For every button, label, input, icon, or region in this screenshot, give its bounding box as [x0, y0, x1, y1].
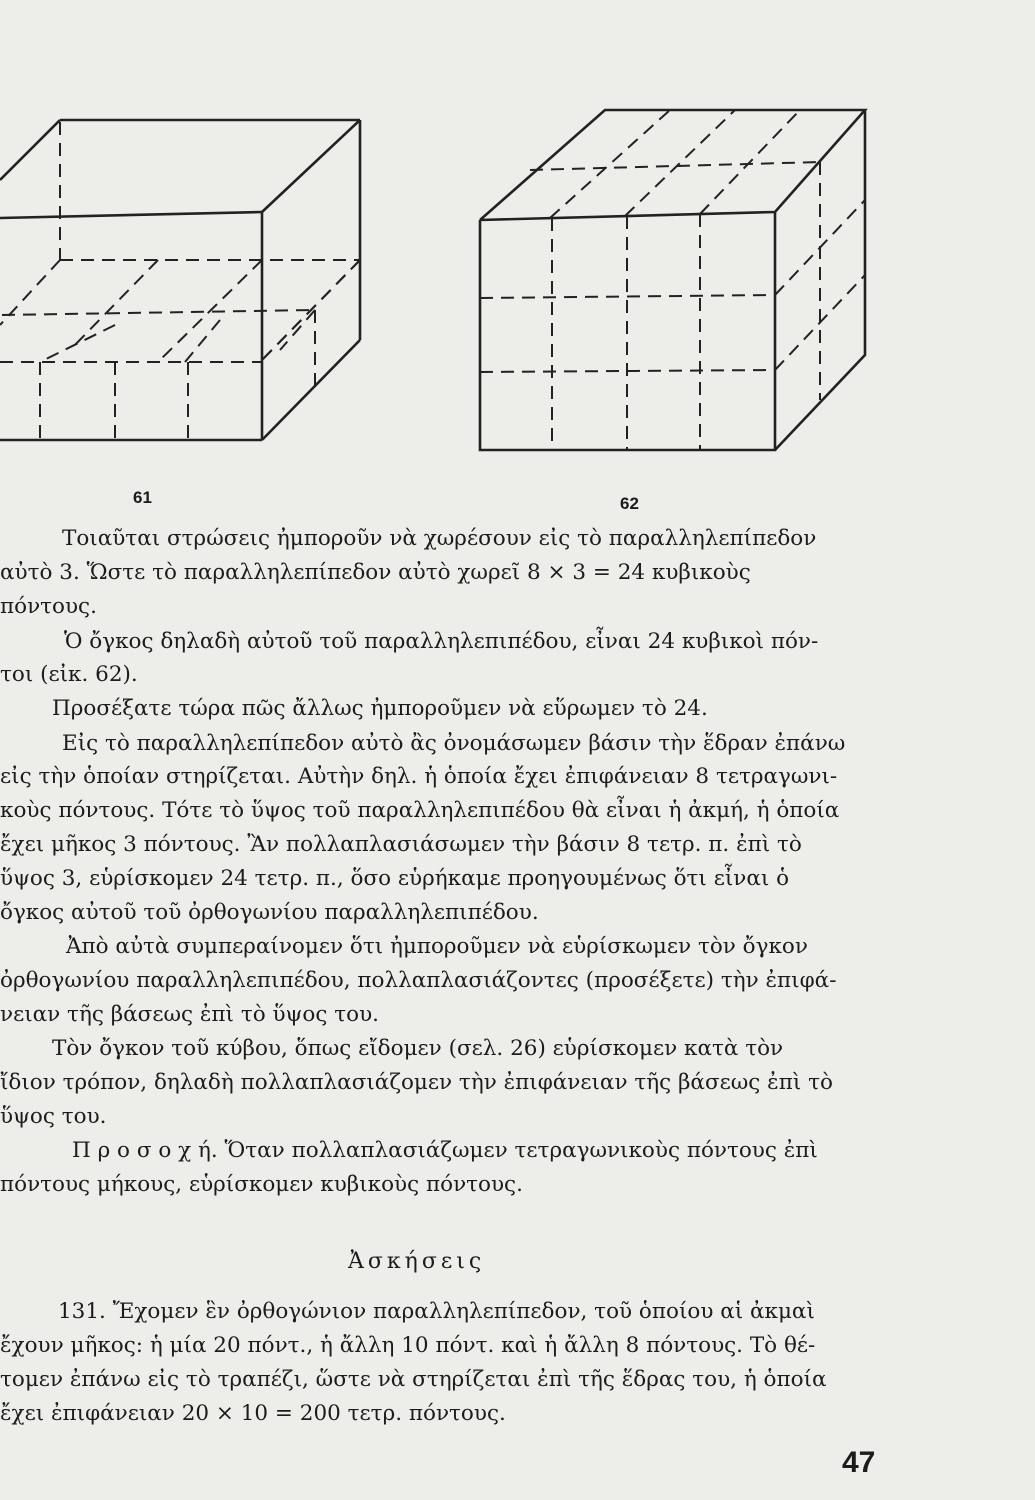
paragraph-line: πόντους. — [0, 594, 97, 619]
paragraph-line: Ἀπὸ αὐτὰ συμπεραίνομεν ὅτι ἠμποροῦμεν νὰ εὑρίσκωμεν τὸν ὄγκον — [66, 934, 808, 959]
paragraph-line: πόντους μήκους, εὑρίσκομεν κυβικοὺς πόντους. — [0, 1172, 523, 1197]
exercise-line: 131. Ἔχομεν ἓν ὀρθογώνιον παραλληλεπίπεδον, τοῦ ὁποίου αἱ ἀκμαὶ — [58, 1299, 815, 1324]
paragraph-line: νειαν τῆς βάσεως ἐπὶ τὸ ὕψος του. — [0, 1002, 379, 1027]
paragraph-line: εἰς τὴν ὁποίαν στηρίζεται. Αὐτὴν δηλ. ἡ ὁποία ἔχει ἐπιφάνειαν 8 τετραγωνι- — [0, 764, 838, 789]
figure-62-caption: 62 — [620, 494, 639, 513]
paragraph-line: ἔχει μῆκος 3 πόντους. Ἂν πολλαπλασιάσωμεν τὴν βάσιν 8 τετρ. π. ἐπὶ τὸ — [0, 832, 802, 857]
exercises-heading: Ἀσκήσεις — [348, 1249, 486, 1274]
figure-62-box-diagram — [470, 100, 880, 460]
paragraph-line: ὕψος του. — [0, 1104, 107, 1129]
exercise-line: ἔχουν μῆκος: ἡ μία 20 πόντ., ἡ ἄλλη 10 πόντ. καὶ ἡ ἄλλη 8 πόντους. Τὸ θέ- — [0, 1333, 816, 1358]
paragraph-line: Εἰς τὸ παραλληλεπίπεδον αὐτὸ ἂς ὀνομάσωμεν βάσιν τὴν ἕδραν ἐπάνω — [62, 731, 846, 756]
paragraph-line: ὄγκος αὐτοῦ τοῦ ὀρθογωνίου παραλληλεπιπέδου. — [0, 900, 539, 925]
page-number: 47 — [842, 1446, 876, 1479]
paragraph-line: τοι (εἰκ. 62). — [0, 662, 138, 687]
paragraph-line: ἴδιον τρόπον, δηλαδὴ πολλαπλασιάζομεν τὴν ἐπιφάνειαν τῆς βάσεως ἐπὶ τὸ — [0, 1070, 833, 1095]
exercise-line: ἔχει ἐπιφάνειαν 20 × 10 = 200 τετρ. πόντους. — [0, 1401, 506, 1426]
paragraph-line: Ὁ ὄγκος δηλαδὴ αὐτοῦ τοῦ παραλληλεπιπέδου, εἶναι 24 κυβικοὶ πόν- — [64, 629, 819, 654]
exercise-line: τομεν ἐπάνω εἰς τὸ τραπέζι, ὥστε νὰ στηρίζεται ἐπὶ τῆς ἕδρας του, ἡ ὁποία — [0, 1367, 827, 1392]
paragraph-line: Π ρ ο σ ο χ ή. Ὅταν πολλαπλασιάζωμεν τετραγωνικοὺς πόντους ἐπὶ — [72, 1138, 818, 1163]
paragraph-line: αὐτὸ 3. Ὥστε τὸ παραλληλεπίπεδον αὐτὸ χωρεῖ 8 × 3 = 24 κυβικοὺς — [0, 560, 751, 585]
paragraph-line: ὀρθογωνίου παραλληλεπιπέδου, πολλαπλασιάζοντες (προσέξετε) τὴν ἐπιφά- — [0, 968, 837, 993]
paragraph-line: Προσέξατε τώρα πῶς ἄλλως ἠμποροῦμεν νὰ εὕρωμεν τὸ 24. — [52, 696, 708, 721]
paragraph-line: ὕψος 3, εὑρίσκομεν 24 τετρ. π., ὅσο εὑρήκαμε προηγουμένως ὅτι εἶναι ὁ — [0, 866, 790, 891]
paragraph-line: Τοιαῦται στρώσεις ἠμποροῦν νὰ χωρέσουν εἰς τὸ παραλληλεπίπεδον — [62, 526, 817, 551]
paragraph-line: κοὺς πόντους. Τότε τὸ ὕψος τοῦ παραλληλεπιπέδου θὰ εἶναι ἡ ἀκμή, ἡ ὁποία — [0, 798, 840, 823]
figure-61-box-diagram — [0, 110, 380, 450]
figure-61-caption: 61 — [133, 488, 152, 507]
paragraph-line: Τὸν ὄγκον τοῦ κύβου, ὅπως εἴδομεν (σελ. 26) εὑρίσκομεν κατὰ τὸν — [52, 1036, 784, 1061]
